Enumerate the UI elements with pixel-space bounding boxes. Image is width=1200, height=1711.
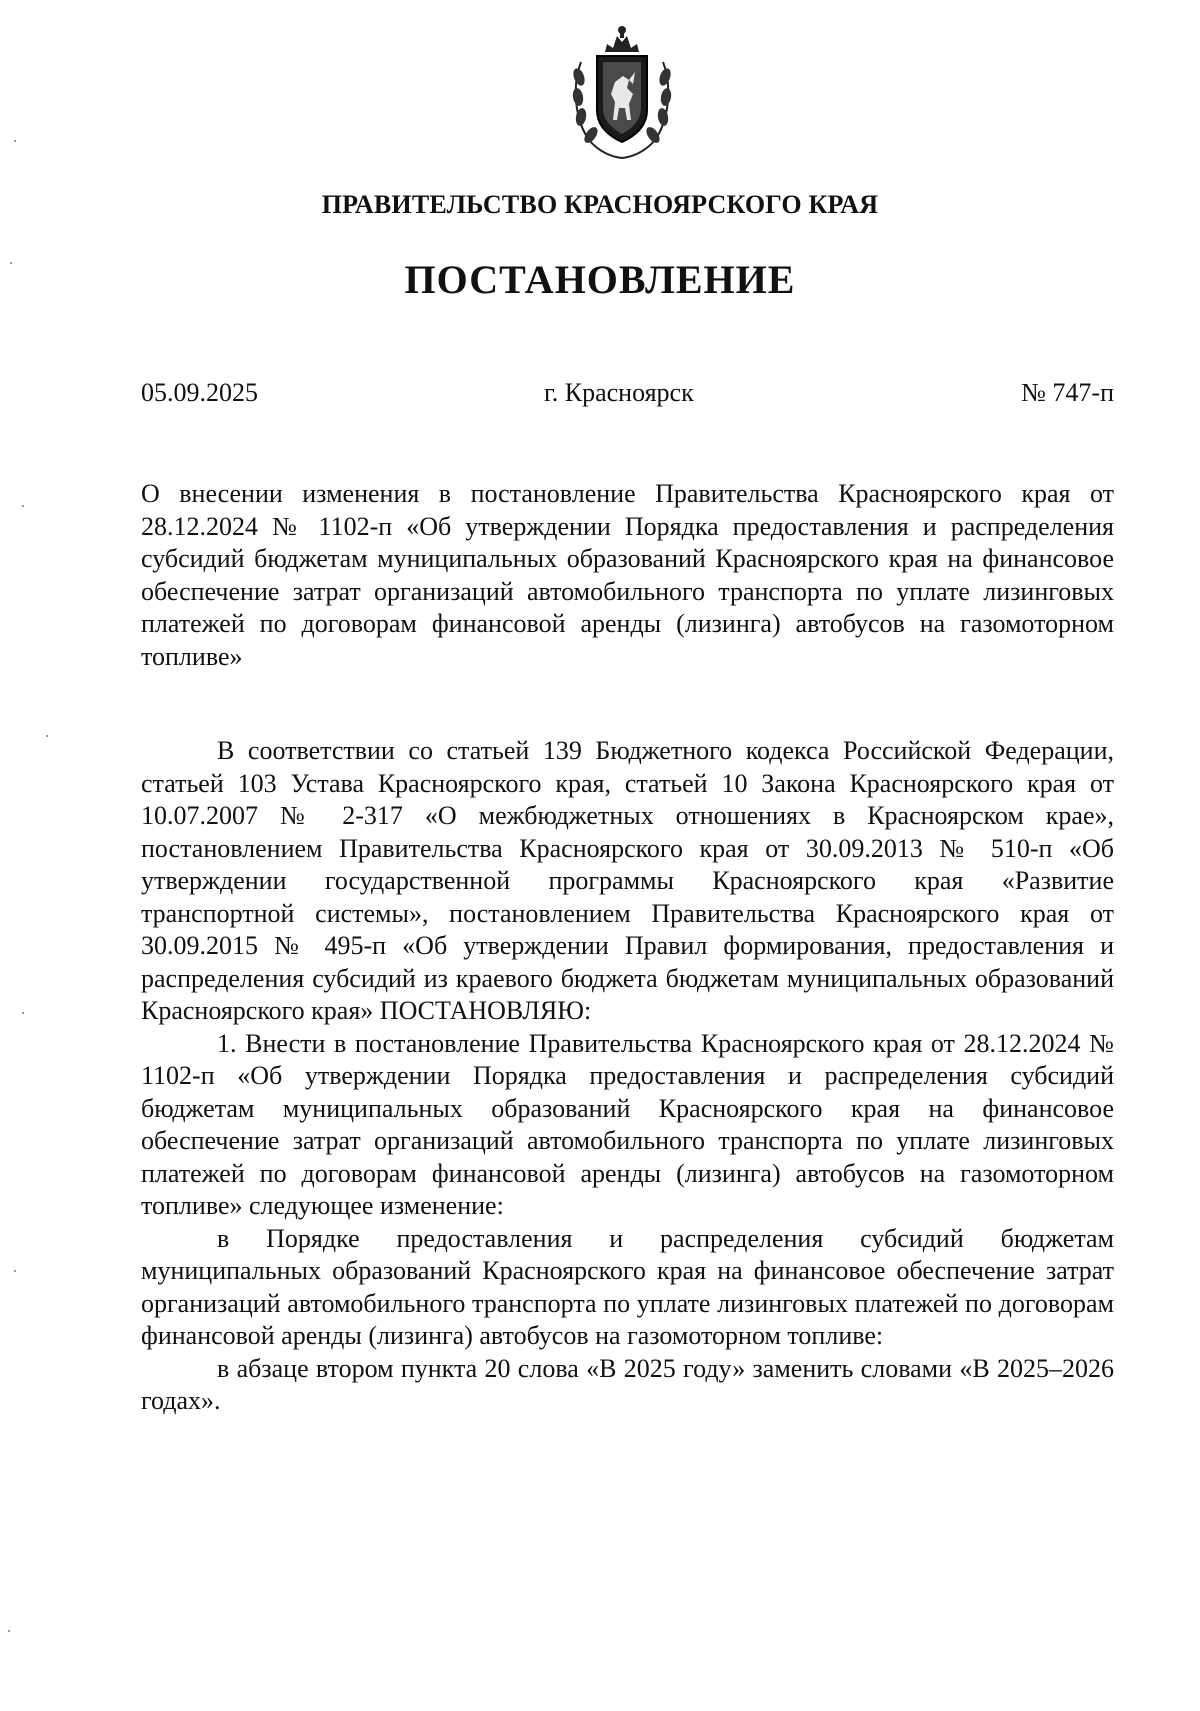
- scan-artifact: [22, 1012, 24, 1014]
- government-name: ПРАВИТЕЛЬСТВО КРАСНОЯРСКОГО КРАЯ: [321, 190, 879, 219]
- document-body: [141, 735, 1114, 1418]
- item-1-amendment-paragraph: в абзаце втором пункта 20 слова «В 2025 году» заменить словами «В 2025–2026 годах».: [141, 1353, 1114, 1415]
- document-date: 05.09.2025: [141, 378, 258, 407]
- scan-artifact: [14, 1270, 16, 1272]
- document-number: № 747-п: [1021, 378, 1114, 407]
- document-city: г. Красноярск: [544, 378, 694, 407]
- document-type: ПОСТАНОВЛЕНИЕ: [404, 257, 796, 302]
- document-subject: О внесении изменения в постановление Правительства Красноярского края от 28.12.2024 № 1102-п «Об утверждении Порядка предоставления и распределения субсидий бюджетам муниципальных образований Красноярского края на финансовое обеспечение затрат организаций автомобильного транспорта по уплате лизинговых платежей по договорам финансовой аренды (лизинга) автобусов на газомоторном топливе»: [141, 479, 1114, 671]
- item-1-sub-paragraph: в Порядке предоставления и распределения субсидий бюджетам муниципальных образований Красноярского края на финансовое обеспечение затрат организаций автомобильного транспорта по уплате лизинговых платежей по договорам финансовой аренды (лизинга) автобусов на газомоторном топливе:: [141, 1223, 1114, 1350]
- document-meta: [141, 378, 1114, 408]
- coat-of-arms-icon: [567, 22, 677, 162]
- scan-artifact: [22, 505, 24, 507]
- scan-artifact: [46, 735, 48, 737]
- scan-artifact: [14, 140, 16, 142]
- item-1-paragraph: 1. Внести в постановление Правительства Красноярского края от 28.12.2024 № 1102-п «Об утверждении Порядка предоставления и распределения субсидий бюджетам муниципальных образований Красноярского края на финансовое обеспечение затрат организаций автомобильного транспорта по уплате лизинговых платежей по договорам финансовой аренды (лизинга) автобусов на газомоторном топливе» следующее изменение:: [141, 1028, 1114, 1220]
- scan-artifact: [8, 1630, 10, 1632]
- preamble-paragraph: В соответствии со статьей 139 Бюджетного кодекса Российской Федерации, статьей 103 Устава Красноярского края, статьей 10 Закона Красноярского края от 10.07.2007 № 2-317 «О межбюджетных отношениях в Красноярском крае», постановлением Правительства Красноярского края от 30.09.2013 № 510-п «Об утверждении государственной программы Красноярского края «Развитие транспортной системы», постановлением Правительства Красноярского края от 30.09.2015 № 495-п «Об утверждении Правил формирования, предоставления и распределения субсидий из краевого бюджета бюджетам муниципальных образований Красноярского края» ПОСТАНОВЛЯЮ:: [141, 736, 1114, 1025]
